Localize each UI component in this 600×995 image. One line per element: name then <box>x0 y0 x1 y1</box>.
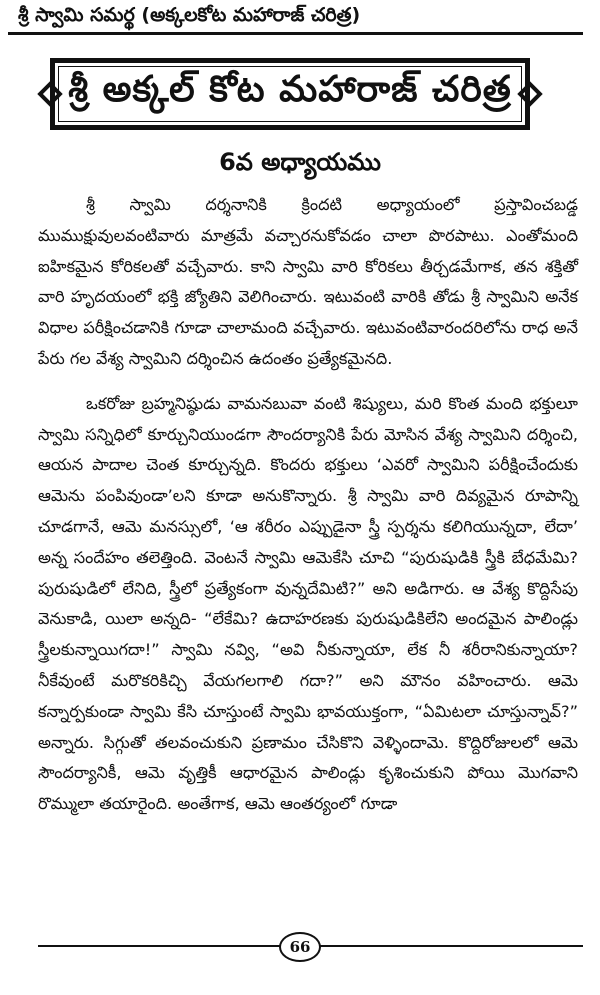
chapter-heading: 6వ అధ్యాయము <box>219 148 381 176</box>
running-header: శ్రీ స్వామి సమర్థ (అక్కలకోట మహారాజ్ చరిత్ర) <box>18 4 361 26</box>
paragraph: ఒకరోజు బ్రహ్మనిష్ఠుడు వామనబువా వంటి శిష్యులు, మరి కొంత మంది భక్తులూ స్వామి సన్నిధిలో కూర్చునియుండగా సౌందర్యానికి పేరు మోసిన వేశ్య స్వామిని దర్శించి, ఆయన పాదాల చెంత కూర్చున్నది. కొందరు భక్తులు ‘ఎవరో స్వామిని పరీక్షించేందుకు ఆమెను పంపివుండా’లని కూడా అనుకొన్నారు. శ్రీ స్వామి వారి దివ్యమైన రూపాన్ని చూడగానే, ఆమె మనస్సులో, ‘ఆ శరీరం ఎప్పుడైనా స్త్రీ స్పర్శను కలిగియున్నదా, లేదా’ అన్న సందేహం తలెత్తింది. వెంటనే స్వామి ఆమెకేసి చూచి “పురుషుడికి స్త్రీకి బేధమేమి? పురుషుడిలో లేనిది, స్త్రీలో ప్రత్యేకంగా వున్నదేమిటి?” అని అడిగారు. ఆ వేశ్య కొద్దిసేపు వెనుకాడి, యిలా అన్నది- “లేకేమి? ఉదాహరణకు పురుషుడికిలేని అందమైన పాలిండ్లు స్త్రీలకున్నాయిగదా!” స్వామి నవ్వి, “అవి నీకున్నాయా, లేక నీ శరీరానికున్నాయా? నీకేవుంటే మరొకరికిచ్చి వేయగలగాలి గదా?” అని మౌనం వహించారు. ఆమె కన్నార్పకుండా స్వామి కేసి చూస్తుంటే స్వామి భావయుక్తంగా, “ఏమిటలా చూస్తున్నావ్?” అన్నారు. సిగ్గుతో తలవంచుకుని ప్రణామం చేసికొని వెళ్ళిందామె. కొద్దిరోజులలో ఆమె సౌందర్యానికీ, ఆమె వృత్తికీ ఆధారమైన పాలిండ్లు కృశించుకుని పోయి మొగవాని రొమ్ములా తయారైంది. అంతేగాక, ఆమె ఆంతర్యంలో గూడా <box>38 393 578 814</box>
body-text <box>38 190 578 820</box>
title-banner <box>50 58 530 130</box>
page-number: 66 <box>279 932 321 962</box>
header-rule <box>8 32 583 35</box>
book-title: శ్రీ అక్కల్ కోట మహారాజ్ చరిత్ర <box>68 69 512 110</box>
paragraph: శ్రీ స్వామి దర్శనానికి క్రిందటి అధ్యాయంలో ప్రస్తావించబడ్డ ముముక్షువులవంటివారు మాత్రమే వచ్చారనుకోవడం చాలా పొరపాటు. ఎంతోమంది ఐహికమైన కోరికలతో వచ్చేవారు. కాని స్వామి వారి కోరికలు తీర్చడమేగాక, తన శక్తితో వారి హృదయంలో భక్తి జ్యోతిని వెలిగించారు. ఇటువంటి వారికి తోడు శ్రీ స్వామిని అనేక విధాల పరీక్షించడానికి గూడా చాలామంది వచ్చేవారు. ఇటువంటివారందరిలోను రాధ అనే పేరు గల వేశ్య స్వామిని దర్శించిన ఉదంతం ప్రత్యేకమైనది. <box>38 195 578 368</box>
